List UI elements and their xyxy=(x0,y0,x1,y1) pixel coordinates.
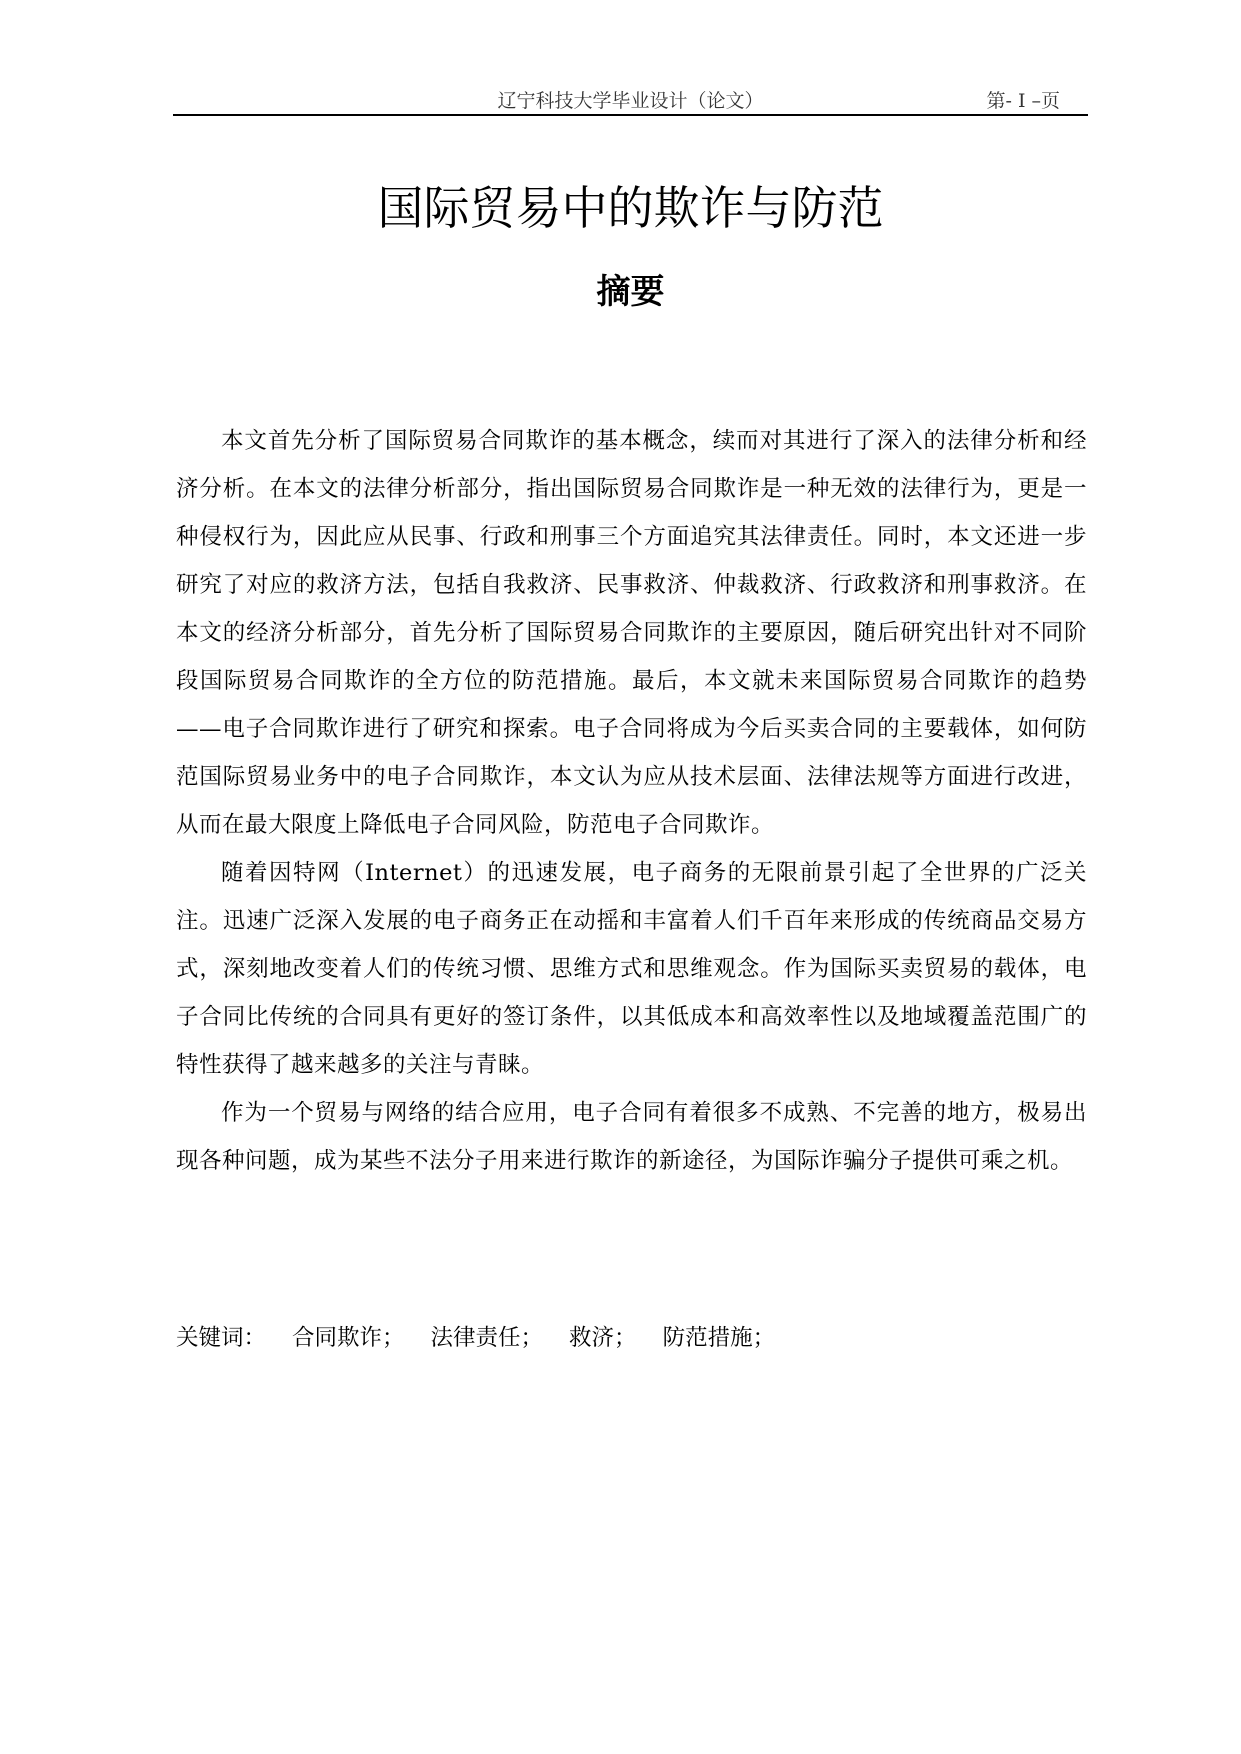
abstract-body xyxy=(176,417,1087,1185)
document-title: 国际贸易中的欺诈与防范 xyxy=(377,181,884,235)
keywords-line xyxy=(176,1318,1087,1358)
header-page-number: 第- I –页 xyxy=(986,90,1060,112)
abstract-paragraph-1: 本文首先分析了国际贸易合同欺诈的基本概念，续而对其进行了深入的法律分析和经济分析。在本文的法律分析部分，指出国际贸易合同欺诈是一种无效的法律行为，更是一种侵权行为，因此应从民事、行政和刑事三个方面追究其法律责任。同时，本文还进一步研究了对应的救济方法，包括自我救济、民事救济、仲裁救济、行政救济和刑事救济。在本文的经济分析部分，首先分析了国际贸易合同欺诈的主要原因，随后研究出针对不同阶段国际贸易合同欺诈的全方位的防范措施。最后，本文就未来国际贸易合同欺诈的趋势——电子合同欺诈进行了研究和探索。电子合同将成为今后买卖合同的主要载体，如何防范国际贸易业务中的电子合同欺诈，本文认为应从技术层面、法律法规等方面进行改进，从而在最大限度上降低电子合同风险，防范电子合同欺诈。 xyxy=(176,428,1087,838)
header-school-title: 辽宁科技大学毕业设计（论文） xyxy=(497,90,764,112)
keyword-item: 法律责任； xyxy=(430,1325,544,1351)
abstract-paragraph-2: 随着因特网（Internet）的迅速发展，电子商务的无限前景引起了全世界的广泛关注。迅速广泛深入发展的电子商务正在动摇和丰富着人们千百年来形成的传统商品交易方式，深刻地改变着人们的传统习惯、思维方式和思维观念。作为国际买卖贸易的载体，电子合同比传统的合同具有更好的签订条件，以其低成本和高效率性以及地域覆盖范围广的特性获得了越来越多的关注与青睐。 xyxy=(176,860,1087,1078)
abstract-paragraph-3: 作为一个贸易与网络的结合应用，电子合同有着很多不成熟、不完善的地方，极易出现各种问题，成为某些不法分子用来进行欺诈的新途径，为国际诈骗分子提供可乘之机。 xyxy=(176,1100,1087,1174)
keyword-item: 救济； xyxy=(569,1325,637,1351)
abstract-heading: 摘要 xyxy=(596,272,665,312)
keyword-item: 合同欺诈； xyxy=(292,1325,405,1351)
keyword-item: 防范措施； xyxy=(662,1325,776,1351)
keywords-label: 关键词： xyxy=(176,1325,267,1351)
page-header xyxy=(173,84,1088,116)
